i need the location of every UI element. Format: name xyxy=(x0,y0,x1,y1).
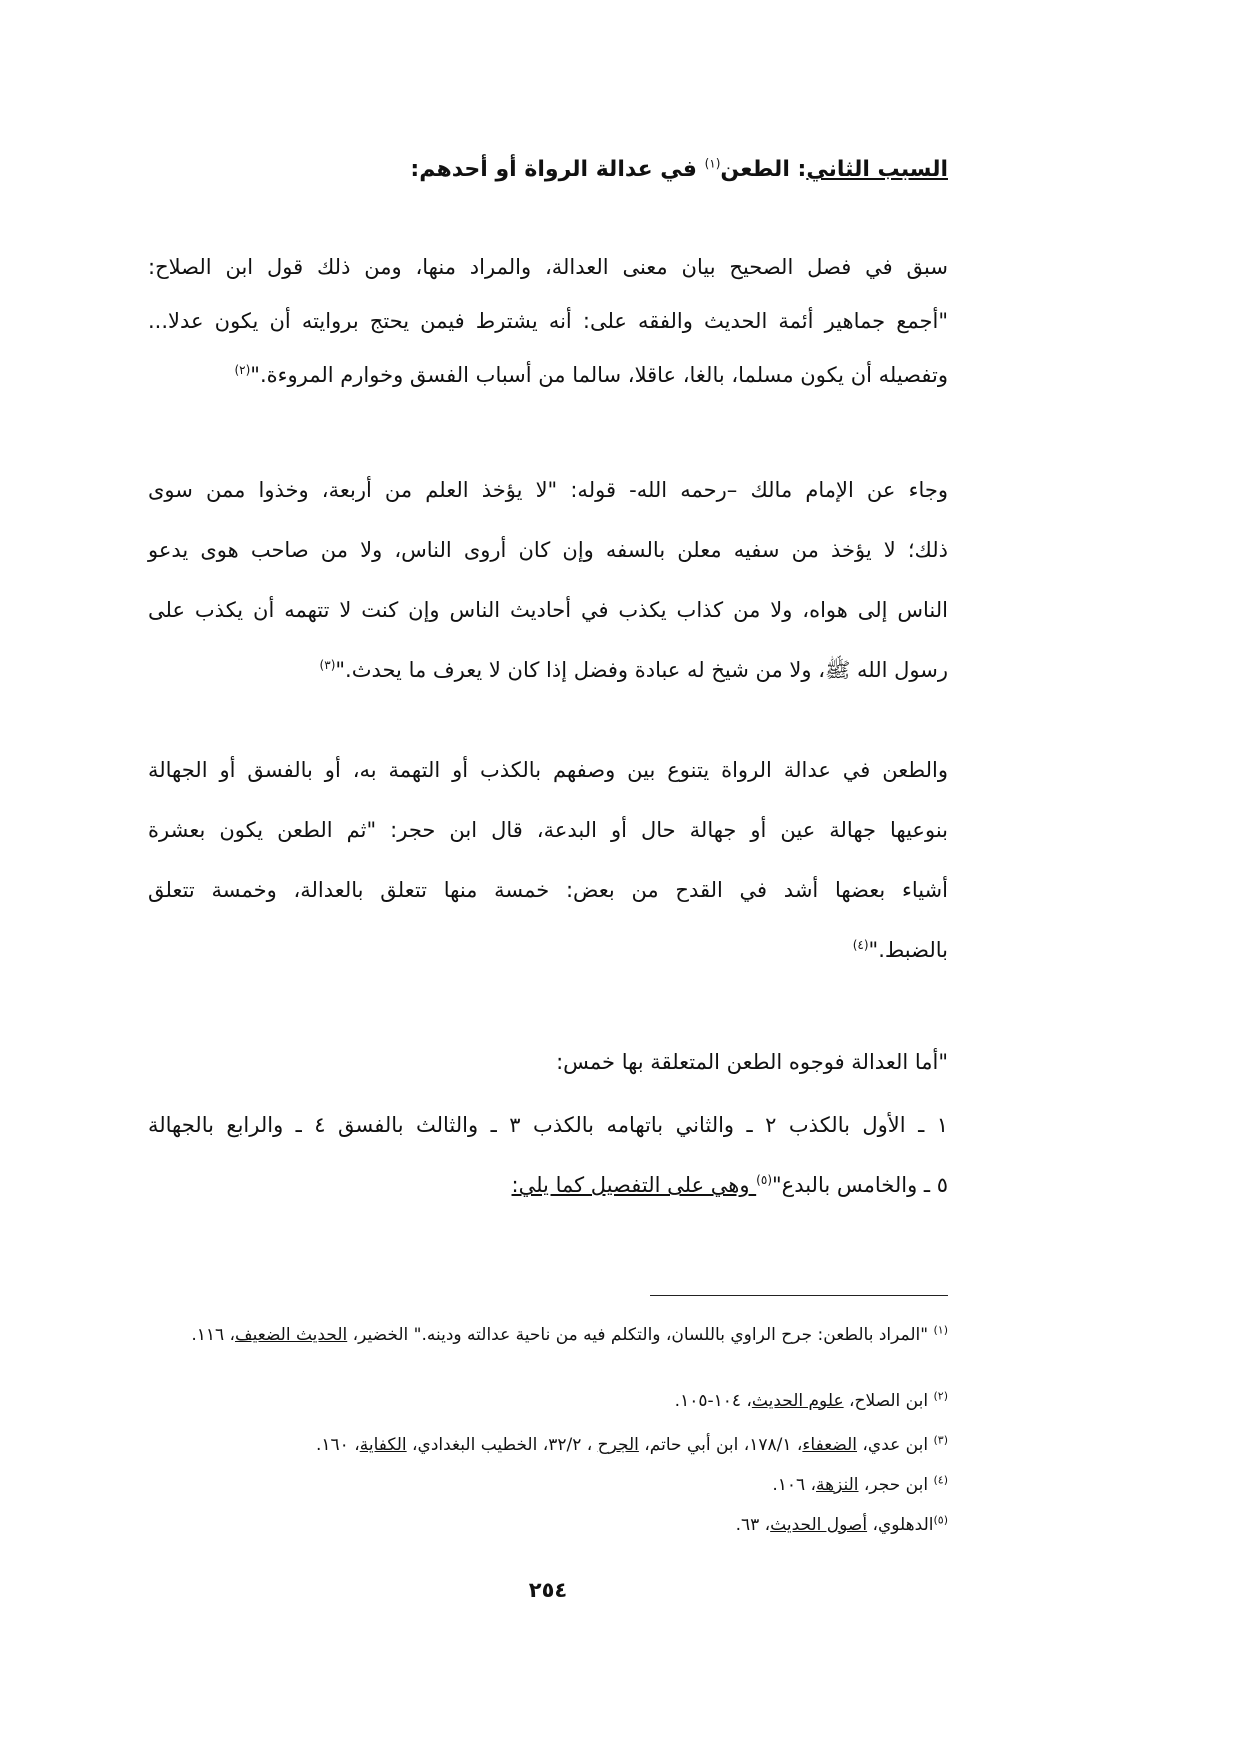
footnote-1-rest: ، ١١٦. xyxy=(191,1325,236,1345)
footnote-5-title: أصول الحديث xyxy=(770,1515,868,1535)
footnote-3-mark: (٣) xyxy=(933,1433,948,1447)
footnote-3-rest-3: ، ١٦٠. xyxy=(316,1435,360,1455)
heading-text-b: في عدالة الرواة أو أحدهم: xyxy=(410,157,705,182)
p5-line-2 xyxy=(148,1155,948,1215)
footnote-3-title-3: الكفاية xyxy=(359,1435,407,1455)
p3-line-4-text: بالضبط." xyxy=(868,938,948,962)
footnote-separator xyxy=(650,1295,948,1296)
footnote-ref-1: (١) xyxy=(704,156,721,171)
paragraph-1 xyxy=(148,240,948,402)
footnote-2-text: ابن الصلاح، xyxy=(843,1391,934,1411)
footnote-4-rest: ، ١٠٦. xyxy=(772,1475,817,1495)
p5-line-1: ١ ـ الأول بالكذب ٢ ـ والثاني باتهامه بالكذب ٣ ـ والثالث بالفسق ٤ ـ والرابع بالجهالة xyxy=(148,1113,948,1137)
section-heading xyxy=(148,150,948,190)
heading-underlined: السبب الثاني xyxy=(806,157,948,182)
paragraph-4 xyxy=(148,1032,948,1092)
p3-line-2: بنوعيها جهالة عين أو جهالة حال أو البدعة، قال ابن حجر: "ثم الطعن يكون بعشرة xyxy=(148,818,948,842)
p3-line-3: أشياء بعضها أشد في القدح من بعض: خمسة منها تتعلق بالعدالة، وخمسة تتعلق xyxy=(148,878,948,902)
footnote-5-text: الدهلوي، xyxy=(867,1515,934,1535)
paragraph-3 xyxy=(148,740,948,980)
footnote-4 xyxy=(148,1470,948,1500)
footnote-3 xyxy=(148,1430,948,1460)
footnote-4-text: ابن حجر، xyxy=(858,1475,934,1495)
footnote-1-text: "المراد بالطعن: جرح الراوي باللسان، والتكلم فيه من ناحية عدالته ودينه." الخضير، xyxy=(347,1325,934,1345)
footnote-2-rest: ، ١٠٤-١٠٥. xyxy=(674,1391,752,1411)
footnote-5 xyxy=(148,1510,948,1540)
page-number: ٢٥٤ xyxy=(528,1578,568,1602)
footnote-4-mark: (٤) xyxy=(933,1473,948,1487)
footnote-4-title: النزهة xyxy=(816,1475,859,1495)
footnote-3-rest-2: ، ٣٢/٢، الخطيب البغدادي، xyxy=(406,1435,598,1455)
footnote-5-rest: ، ٦٣. xyxy=(735,1515,771,1535)
p4-line-1: "أما العدالة فوجوه الطعن المتعلقة بها خمس: xyxy=(556,1050,948,1074)
footnote-1-title: الحديث الضعيف xyxy=(235,1325,348,1345)
p1-line-1: سبق في فصل الصحيح بيان معنى العدالة، والمراد منها، ومن ذلك قول ابن الصلاح: xyxy=(148,255,948,279)
footnote-ref-5: (٥) xyxy=(756,1173,772,1187)
p2-line-1: وجاء عن الإمام مالك –رحمه الله- قوله: "لا يؤخذ العلم من أربعة، وخذوا ممن سوى xyxy=(148,478,948,502)
p1-line-3 xyxy=(148,348,948,402)
paragraph-2 xyxy=(148,460,948,700)
p2-line-3: الناس إلى هواه، ولا من كذاب يكذب في أحاديث الناس وإن كنت لا تتهمه أن يكذب على xyxy=(148,598,948,622)
p5-line-2-underlined: وهي على التفصيل كما يلي: xyxy=(511,1173,757,1197)
footnote-1 xyxy=(148,1320,948,1350)
p3-line-4 xyxy=(148,920,948,980)
footnote-3-text: ابن عدي، xyxy=(857,1435,934,1455)
footnote-3-rest: ، ١٧٨/١، ابن أبي حاتم، xyxy=(638,1435,803,1455)
p3-line-1: والطعن في عدالة الرواة يتنوع بين وصفهم بالكذب أو التهمة به، أو بالفسق أو الجهالة xyxy=(148,758,948,782)
footnote-2-title: علوم الحديث xyxy=(751,1391,844,1411)
footnote-3-title: الضعفاء xyxy=(802,1435,858,1455)
footnote-ref-4: (٤) xyxy=(852,938,869,952)
paragraph-5 xyxy=(148,1095,948,1215)
p2-line-4 xyxy=(148,640,948,700)
p2-line-4-text: رسول الله ﷺ، ولا من شيخ له عبادة وفضل إذا كان لا يعرف ما يحدث." xyxy=(335,658,948,682)
p1-line-3-text: وتفصيله أن يكون مسلما، بالغا، عاقلا، سالما من أسباب الفسق وخوارم المروءة." xyxy=(250,363,948,387)
footnote-3-title-2: الجرح xyxy=(597,1435,639,1455)
footnote-ref-3: (٣) xyxy=(319,658,336,672)
footnote-2 xyxy=(148,1386,948,1416)
footnote-2-mark: (٢) xyxy=(933,1389,948,1403)
p1-line-2: "أجمع جماهير أئمة الحديث والفقه على: أنه يشترط فيمن يحتج بروايته أن يكون عدلا... xyxy=(148,309,948,333)
footnote-1-mark: (١) xyxy=(933,1323,948,1337)
heading-text-a: : الطعن xyxy=(720,157,807,182)
document-page xyxy=(148,0,948,1754)
p5-line-2-text: ٥ ـ والخامس بالبدع" xyxy=(772,1173,948,1197)
p2-line-2: ذلك؛ لا يؤخذ من سفيه معلن بالسفه وإن كان أروى الناس، ولا من صاحب هوى يدعو xyxy=(148,538,948,562)
footnote-5-mark: (٥) xyxy=(933,1513,948,1527)
footnote-ref-2: (٢) xyxy=(234,363,251,377)
